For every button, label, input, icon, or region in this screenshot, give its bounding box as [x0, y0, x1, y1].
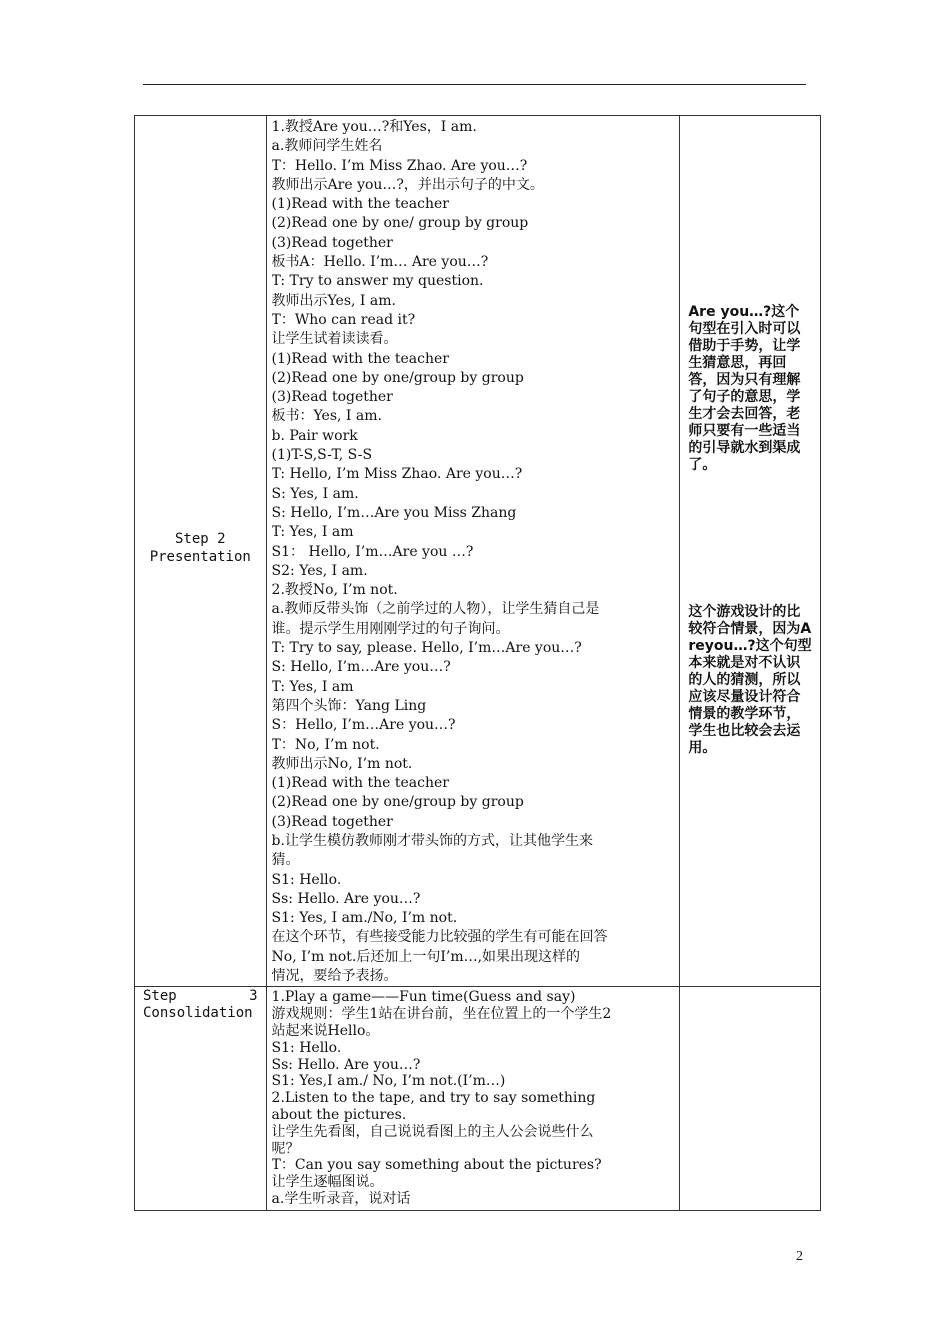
step3-line: about the pictures.: [271, 1106, 407, 1123]
step3-line: 1.Play a game——Fun time(Guess and say): [271, 989, 576, 1006]
step2-line: b. Pair work: [271, 427, 358, 444]
step2-line: 猜。: [271, 852, 300, 869]
step2-line: S: Hello, I’m…Are you…?: [271, 659, 451, 676]
step2-label-cell: [135, 116, 267, 987]
step3-label-cell: [135, 987, 267, 1210]
step2-line: No, I’m not.后还加上一句I’m…,如果出现这样的: [271, 948, 581, 965]
step2-note-2: 这个游戏设计的比较符合情景，因为Areyou…?这个句型本来就是对不认识的人的猜测，所以应该尽量设计符合情景的教学环节，学生也比较会去运用。: [688, 604, 812, 756]
step2-line: (2)Read one by one/ group by group: [271, 215, 529, 232]
step3-label-word: Consolidation: [143, 1005, 253, 1022]
step2-line: T: Yes, I am: [271, 678, 354, 695]
step2-line: T: Try to say, please. Hello, I’m…Are you…?: [271, 640, 582, 657]
step2-label: [135, 116, 266, 566]
step2-line: T: Yes, I am: [271, 524, 354, 541]
step2-line: 教师出示No, I’m not.: [271, 755, 413, 772]
step3-line: Ss: Hello. Are you…?: [271, 1056, 421, 1073]
step3-line: a.学生听录音，说对话: [271, 1190, 411, 1207]
step2-content-cell: [266, 116, 680, 987]
step2-line: (3)Read together: [271, 389, 393, 406]
step3-line: S1: Hello.: [271, 1039, 342, 1056]
step2-line: 2.教授No, I’m not.: [271, 582, 398, 599]
step2-label-line-2: Presentation: [149, 549, 251, 565]
step2-line: 教师出示Are you…?，并出示句子的中文。: [271, 176, 544, 193]
step3-label-step: Step: [143, 988, 177, 1005]
step2-row: [135, 116, 821, 987]
step3-line: 让学生逐幅图说。: [271, 1174, 384, 1191]
step3-content: [267, 987, 680, 1209]
step2-line: S: Hello, I’m…Are you Miss Zhang: [271, 504, 517, 521]
step2-line: (3)Read together: [271, 813, 393, 830]
step2-line: a.教师问学生姓名: [271, 138, 383, 155]
step2-content: [267, 116, 680, 986]
step3-label: [135, 987, 266, 1022]
step2-line: 板书：Yes, I am.: [271, 408, 382, 425]
step2-line: 板书A：Hello. I’m… Are you…?: [271, 254, 489, 271]
step2-line: 情况，要给予表扬。: [271, 968, 398, 985]
step2-line: (1)Read with the teacher: [271, 350, 449, 367]
step3-line: 呢？: [271, 1140, 300, 1157]
step2-line: (3)Read together: [271, 234, 393, 251]
step3-line: S1: Yes,I am./ No, I’m not.(I’m…): [271, 1073, 506, 1090]
step2-label-line-1: Step 2: [174, 531, 226, 547]
step2-line: T：Who can read it?: [271, 311, 416, 328]
step2-line: T: Try to answer my question.: [271, 273, 484, 290]
page-number: 2: [796, 1249, 803, 1264]
step2-line: T：No, I’m not.: [271, 736, 380, 753]
step2-line: S1: Hello.: [271, 871, 342, 888]
step2-line: T: Hello, I’m Miss Zhao. Are you…?: [271, 466, 523, 483]
step2-line: Ss: Hello. Are you…?: [271, 890, 421, 907]
step2-line: 在这个环节，有些接受能力比较强的学生有可能在回答: [271, 929, 608, 946]
step2-line: (1)T-S,S-T, S-S: [271, 447, 373, 464]
step2-line: (2)Read one by one/group by group: [271, 794, 524, 811]
step3-label-number: 3: [249, 988, 258, 1005]
step2-line: S2: Yes, I am.: [271, 562, 368, 579]
step2-note-1: Are you…?这个句型在引入时可以借助于手势，让学生猜意思，再回答，因为只有理解了句子的意思，学生才会去回答，老师只要有一些适当的引导就水到渠成了。: [688, 304, 801, 473]
step2-line: a.教师反带头饰（之前学过的人物），让学生猜自己是: [271, 601, 600, 618]
step2-line: S1： Hello, I’m…Are you …?: [271, 543, 474, 560]
step2-line: b.让学生模仿教师刚才带头饰的方式，让其他学生来: [271, 832, 593, 849]
step2-line: 让学生试着读读看。: [271, 331, 398, 348]
header-rule: [143, 84, 806, 85]
step3-notes-cell: [680, 987, 821, 1210]
step3-line: 站起来说Hello。: [271, 1022, 380, 1039]
step2-notes-cell: [680, 116, 821, 987]
step2-line: 教师出示Yes, I am.: [271, 292, 396, 309]
step2-line: S: Yes, I am.: [271, 485, 359, 502]
step2-line: 1.教授Are you…?和Yes，I am.: [271, 119, 477, 135]
step3-line: 让学生先看图，自己说说看图上的主人公会说些什么: [271, 1123, 594, 1140]
step2-line: 谁。提示学生用刚刚学过的句子询问。: [271, 620, 510, 637]
lesson-plan-table: [134, 115, 821, 1211]
step2-line: S：Hello, I’m…Are you…?: [271, 717, 456, 734]
step2-line: (1)Read with the teacher: [271, 775, 449, 792]
step2-line: (1)Read with the teacher: [271, 196, 449, 213]
step2-line: (2)Read one by one/group by group: [271, 369, 524, 386]
step2-line: 第四个头饰：Yang Ling: [271, 697, 427, 714]
step3-label-line-1: [143, 988, 258, 1005]
step3-row: [135, 987, 821, 1210]
step3-content-cell: [266, 987, 680, 1210]
step3-line: 游戏规则：学生1站在讲台前，坐在位置上的一个学生2: [271, 1006, 612, 1023]
step2-line: T：Hello. I’m Miss Zhao. Are you…?: [271, 157, 528, 174]
step3-line: T：Can you say something about the pictures?: [271, 1157, 602, 1174]
step3-line: 2.Listen to the tape, and try to say something: [271, 1090, 596, 1107]
step2-line: S1: Yes, I am./No, I’m not.: [271, 910, 458, 927]
